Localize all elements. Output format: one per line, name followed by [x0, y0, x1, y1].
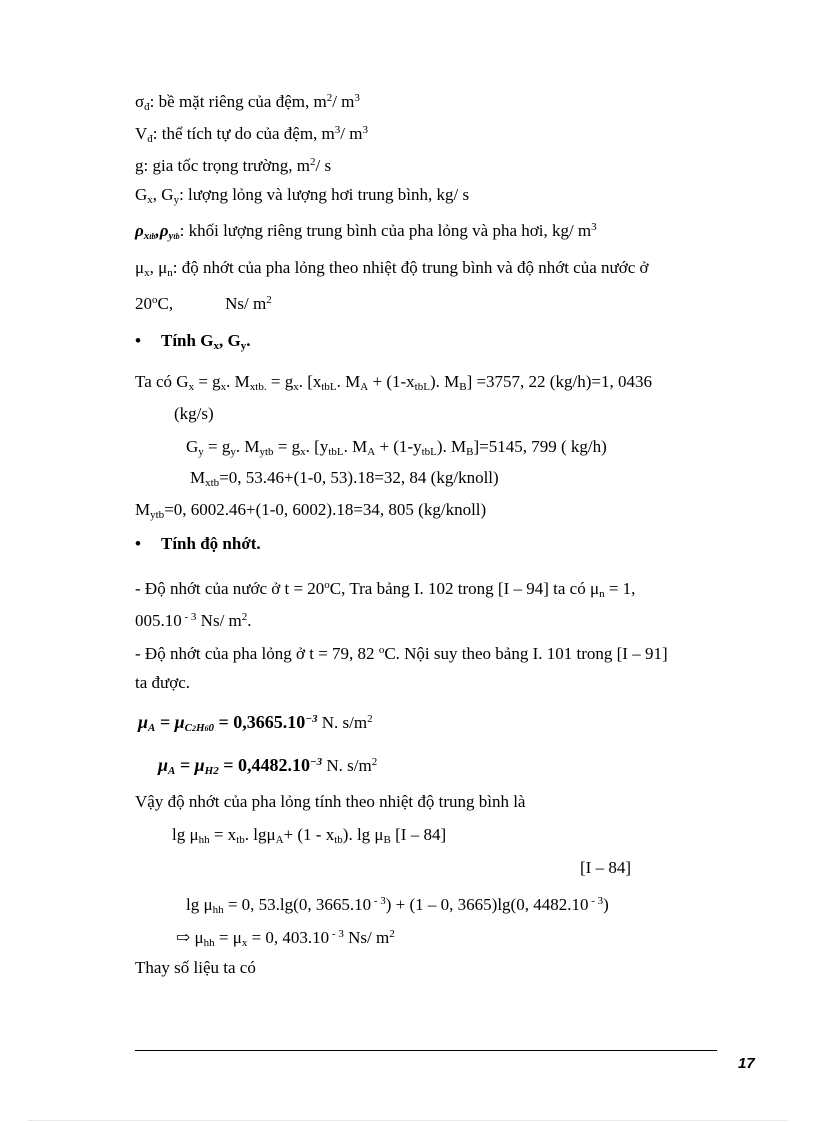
equation-gx-line2: (kg/s) [174, 404, 214, 423]
equation-lg-mix: $\lg \mu_{hh} = x_{tb}$. $\lg\mu_A+ (1 - x_{tb})$. $\lg \mu_B$ [I – 84] [172, 825, 447, 846]
def-mu: $\mu_x$, $\mu_n$: độ nhớt của pha lỏng theo nhiệt độ trung bình và độ nhớt của nước ở [135, 258, 649, 279]
section-heading-tinh-g: • Tính $G_x$, $G_y$. [135, 331, 251, 352]
bullet-icon: • [135, 534, 141, 553]
conclusion-text: Vậy độ nhớt của pha lỏng tính theo nhiệt độ trung bình là [135, 792, 526, 811]
arrow-right-icon: ⇨ [176, 928, 191, 947]
paragraph-liquid-viscosity: - Độ nhớt của pha lỏng ở t = 79, 82 $^o$C. Nội suy theo bảng I. 101 trong [I – 91] [135, 644, 668, 663]
def-rho: $\rho_{xtb},\rho_{ytb}$: khối lượng riêng trung bình của pha lỏng và pha hơi, kg/ $m^3$ [135, 221, 597, 242]
page-number: 17 [738, 1055, 755, 1072]
def-sigma: $\sigma_đ$: bề mặt riêng của đệm, $m^2/$ $m^3$ [135, 92, 360, 113]
def-mu-line2: 20$^o$C, Ns/ $m^2$ [135, 294, 272, 313]
equation-mytb: $M_{ytb}=0$, 6002.46+(1-0, 6002).18=34, 805 (kg/knoll) [135, 500, 487, 521]
paragraph-water-viscosity-line2: 005.10 $^{- 3}$ Ns/ $m^2$. [135, 611, 252, 630]
formula-mu-a-water: $\mu_A = \mu_{H2} = 0,4482.10^{-3}$ N. $s/m^2$ [158, 755, 378, 777]
def-g: g: gia tốc trọng trường, $m^2/$ s [135, 156, 332, 175]
formula-mu-a-ethanol: $\mu_A = \mu_{C2H60} = 0,3665.10^{-3}$ N. $s/m^2$ [138, 712, 373, 734]
paragraph-liquid-viscosity-line2: ta được. [135, 673, 191, 692]
equation-gy: $G_y = g_y$. $M_{ytb} = g_x$. [$y_{tbL}$. $M_A + (1-y_{tbL})$. $M_B]=5145$, 799 ( kg/h) [186, 437, 607, 458]
footer-rule [135, 1050, 717, 1051]
page-bottom-border [28, 1120, 788, 1121]
equation-result: ⇨ $\mu_{hh} = \mu_x = 0$, 403.10 $^{- 3}$ Ns/ $m^2$ [176, 928, 395, 949]
equation-mxtb: $M_{xtb}=0$, 53.46+(1-0, 53).18=32, 84 (kg/knoll) [190, 468, 499, 489]
equation-lg-numeric: $\lg \mu_{hh} = 0$, 53.lg(0, 3665.10 $^{- 3}$) + (1 – 0, 3665)lg(0, 4482.10 $^{- 3}$) [186, 895, 609, 916]
bullet-icon: • [135, 331, 141, 350]
def-G: $G_x$, $G_y$: lượng lỏng và lượng hơi trung bình, kg/ s [135, 185, 470, 206]
paragraph-water-viscosity: - Độ nhớt của nước ở $t = 20^oC$, Tra bảng I. 102 trong [I – 94] ta có $\mu_n = 1$, [135, 579, 636, 600]
reference-label: [I – 84] [580, 858, 631, 877]
section-heading-do-nhot: • Tính độ nhớt. [135, 534, 261, 553]
substitution-text: Thay số liệu ta có [135, 958, 256, 977]
equation-gx: Ta có $G_x = g_x$. $M_{xtb.} = g_x$. [$x_{tbL}$. $M_A + (1-x_{tbL})$. $M_B] =3757$, 22 (kg/h)=1, 0436 [135, 372, 652, 393]
def-v: $V_đ$: thể tích tự do của đệm, $m^3/$ $m^3$ [135, 124, 368, 145]
